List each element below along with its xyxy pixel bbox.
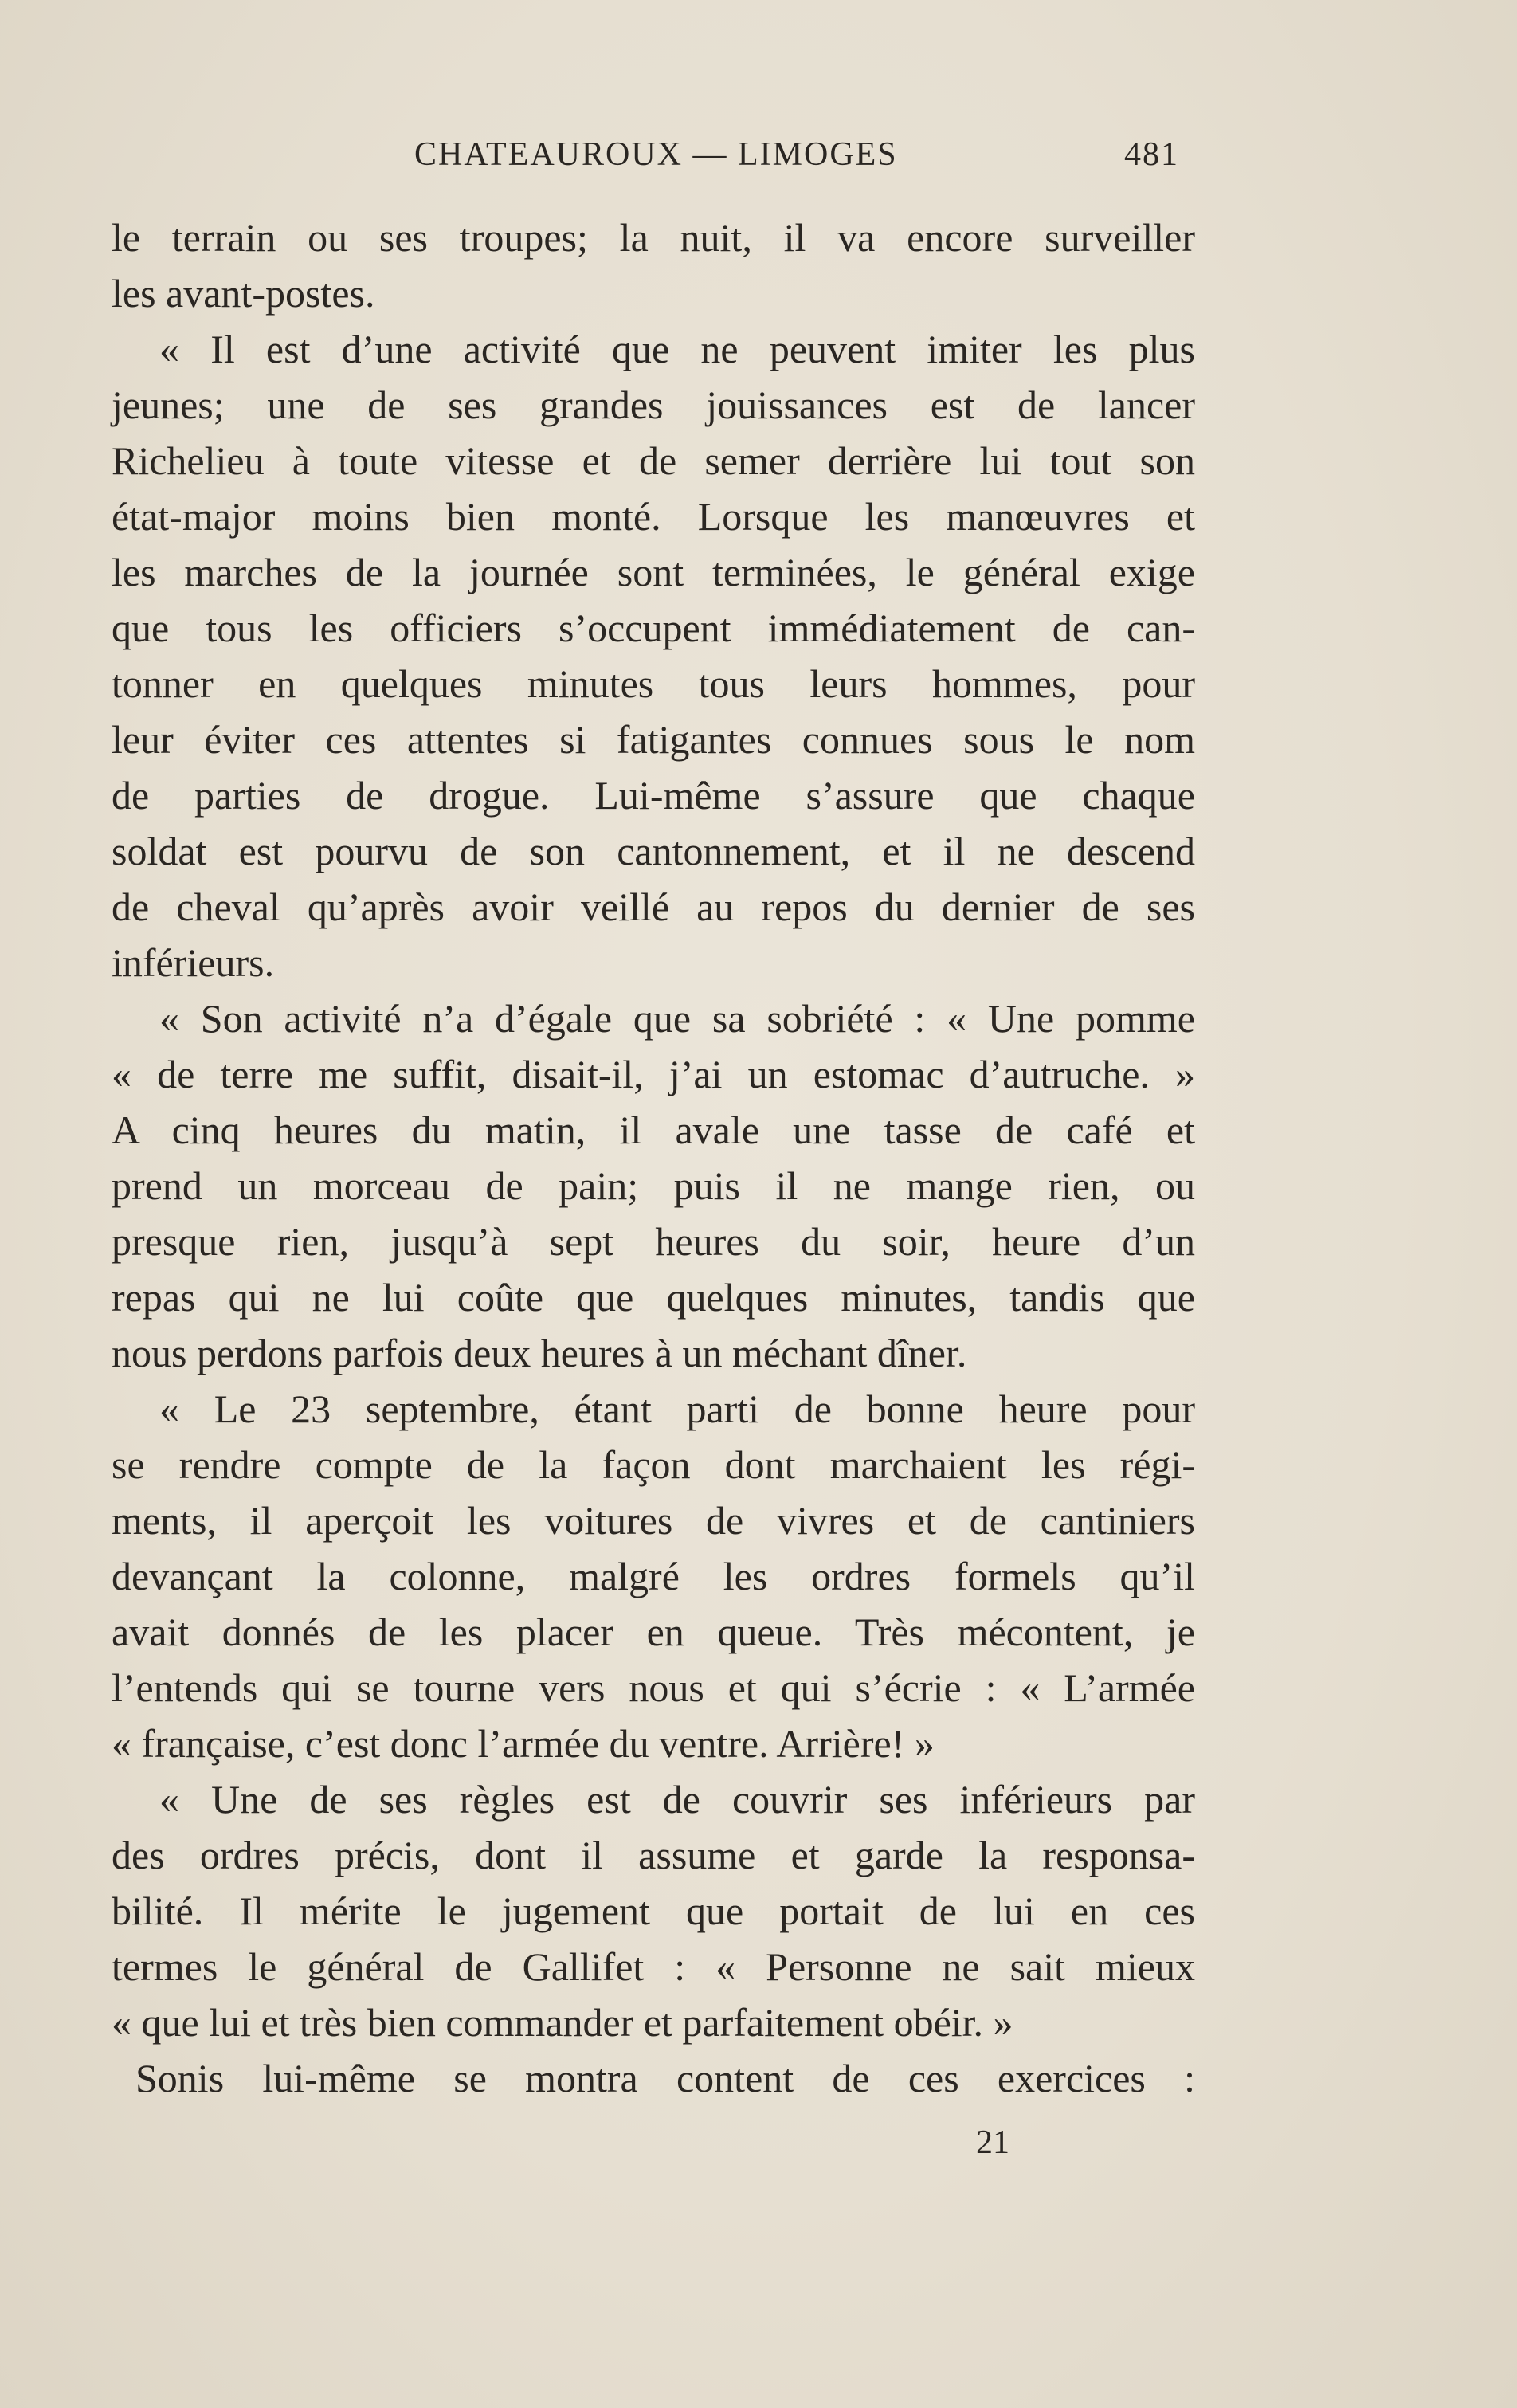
text-line: presque rien, jusqu’à sept heures du soir, heure d’un [112,1219,1195,1264]
text-line: tonner en quelques minutes tous leurs hommes, pour [112,661,1195,706]
text-line: A cinq heures du matin, il avale une tasse de café et [112,1108,1195,1152]
text-line: les marches de la journée sont terminées, le général exige [112,550,1195,594]
text-line: ments, il aperçoit les voitures de vivres et de cantiniers [112,1498,1195,1543]
text-line: « Le 23 septembre, étant parti de bonne heure pour [159,1386,1195,1431]
text-line: Richelieu à toute vitesse et de semer derrière lui tout son [112,438,1195,483]
text-line: Sonis lui-même se montra content de ces exercices : [135,2056,1195,2100]
text-line: leur éviter ces attentes si fatigantes connues sous le nom [112,717,1195,762]
text-line: « Son activité n’a d’égale que sa sobriété : « Une pomme [159,996,1195,1041]
text-line: inférieurs. [112,940,275,985]
text-line: de parties de drogue. Lui-même s’assure que chaque [112,773,1195,818]
text-line: l’entends qui se tourne vers nous et qui s’écrie : « L’armée [112,1665,1195,1710]
text-line: « française, c’est donc l’armée du ventre. Arrière! » [112,1721,935,1766]
text-line: se rendre compte de la façon dont marchaient les régi- [112,1442,1195,1487]
text-line: des ordres précis, dont il assume et garde la responsa- [112,1833,1195,1877]
text-line: les avant-postes. [112,271,375,316]
text-line: « que lui et très bien commander et parfaitement obéir. » [112,2000,1013,2045]
text-line: de cheval qu’après avoir veillé au repos du dernier de ses [112,884,1195,929]
text-line: « de terre me suffit, disait-il, j’ai un estomac d’autruche. » [112,1052,1195,1096]
body-text [112,210,1195,2106]
text-line: le terrain ou ses troupes; la nuit, il va encore surveiller [112,215,1195,260]
text-line: que tous les officiers s’occupent immédiatement de can- [112,606,1195,650]
text-line: « Une de ses règles est de couvrir ses inférieurs par [159,1777,1195,1822]
signature-mark: 21 [976,2124,1009,2161]
text-line: nous perdons parfois deux heures à un méchant dîner. [112,1331,967,1375]
text-line: devançant la colonne, malgré les ordres formels qu’il [112,1554,1195,1598]
text-line: « Il est d’une activité que ne peuvent imiter les plus [159,327,1195,371]
page-number: 481 [1124,136,1179,173]
text-line: bilité. Il mérite le jugement que portait de lui en ces [112,1888,1195,1933]
text-line: soldat est pourvu de son cantonnement, et il ne descend [112,829,1195,873]
running-head [414,135,1179,183]
text-line: avait donnés de les placer en queue. Très mécontent, je [112,1610,1195,1654]
text-line: état-major moins bien monté. Lorsque les manœuvres et [112,494,1195,539]
text-line: jeunes; une de ses grandes jouissances est de lancer [112,382,1195,427]
text-line: prend un morceau de pain; puis il ne mange rien, ou [112,1163,1195,1208]
running-title: CHATEAUROUX — LIMOGES [414,136,898,173]
text-line: repas qui ne lui coûte que quelques minutes, tandis que [112,1275,1195,1320]
text-line: termes le général de Gallifet : « Personne ne sait mieux [112,1944,1195,1989]
